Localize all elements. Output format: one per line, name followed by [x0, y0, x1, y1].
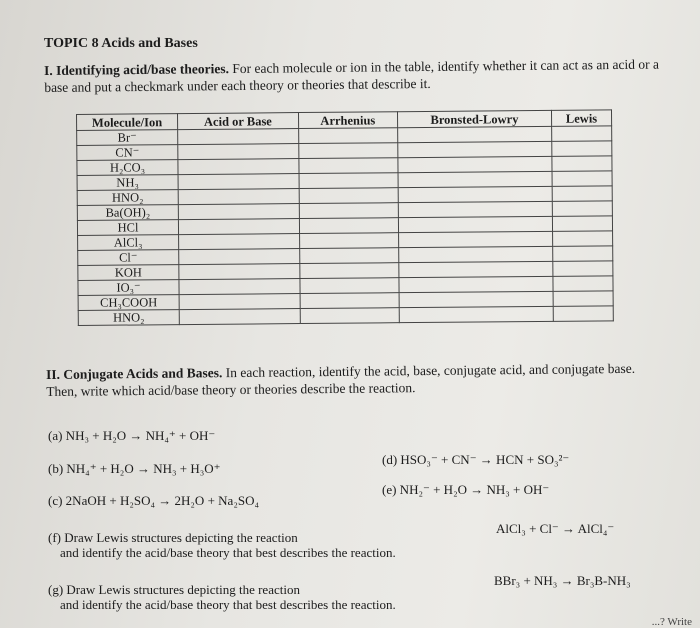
lewis-cell[interactable]: [553, 276, 613, 292]
acid-base-cell[interactable]: [178, 144, 299, 160]
acid-base-cell[interactable]: [179, 309, 300, 325]
arrhenius-cell[interactable]: [300, 293, 399, 309]
bronsted-lowry-cell[interactable]: [398, 171, 552, 187]
reaction-c: (c) 2NaOH + H₂SO₄ → 2H₂O + Na₂SO₄: [48, 493, 259, 508]
molecule-cell: H₂CO₃: [77, 160, 178, 176]
reaction-d: (d) HSO₃⁻ + CN⁻ → HCN + SO₃²⁻: [382, 452, 570, 467]
lewis-cell[interactable]: [552, 141, 612, 157]
acid-base-cell[interactable]: [178, 159, 299, 175]
lewis-cell[interactable]: [553, 306, 613, 322]
bronsted-lowry-cell[interactable]: [399, 291, 553, 307]
acid-base-cell[interactable]: [179, 294, 300, 310]
molecule-cell: HNO₂: [77, 190, 178, 206]
arrhenius-cell[interactable]: [299, 248, 398, 264]
molecule-cell: CH₃COOH: [78, 295, 179, 311]
section-1-heading: I. Identifying acid/base theories.: [44, 61, 230, 78]
arrhenius-cell[interactable]: [298, 128, 397, 144]
arrhenius-cell[interactable]: [299, 263, 398, 279]
arrhenius-cell[interactable]: [299, 203, 398, 219]
acid-base-cell[interactable]: [178, 219, 299, 235]
col-header-acid-or-base: Acid or Base: [178, 113, 299, 130]
bronsted-lowry-cell[interactable]: [398, 156, 552, 172]
acid-base-cell[interactable]: [179, 234, 300, 250]
molecule-cell: Ba(OH)₂: [77, 205, 178, 221]
lewis-cell[interactable]: [552, 201, 612, 217]
question-f-line-1: (f) Draw Lewis structures depicting the reaction: [48, 530, 298, 545]
arrhenius-cell[interactable]: [300, 278, 399, 294]
col-header-bronsted-lowry: Bronsted-Lowry: [397, 110, 551, 127]
bronsted-lowry-cell[interactable]: [398, 231, 552, 247]
bronsted-lowry-cell[interactable]: [399, 306, 553, 322]
arrhenius-cell[interactable]: [300, 308, 399, 324]
acid-base-cell[interactable]: [179, 264, 300, 280]
arrhenius-cell[interactable]: [299, 158, 398, 174]
col-header-arrhenius: Arrhenius: [298, 112, 397, 129]
reaction-a: (a) NH₃ + H₂O → NH₄⁺ + OH⁻: [48, 428, 216, 443]
molecule-cell: CN⁻: [77, 145, 178, 161]
reaction-f: AlCl₃ + Cl⁻ → AlCl₄⁻: [496, 521, 615, 536]
acid-base-cell[interactable]: [179, 279, 300, 295]
section-2-text: In each reaction, identify the acid, base, conjugate acid, and conjugate base. Then, write which acid/base theory or theories describe the reaction.: [46, 360, 636, 399]
lewis-cell[interactable]: [552, 231, 612, 247]
lewis-cell[interactable]: [552, 216, 612, 232]
arrhenius-cell[interactable]: [299, 218, 398, 234]
section-1-text: For each molecule or ion in the table, identify whether it can act as an acid or a base and put a checkmark under each theory or theories that describe it.: [44, 56, 659, 95]
question-g-line-2: and identify the acid/base theory that best describes the reaction.: [60, 597, 396, 612]
bronsted-lowry-cell[interactable]: [399, 246, 553, 262]
lewis-cell[interactable]: [552, 126, 612, 142]
arrhenius-cell[interactable]: [298, 143, 397, 159]
bronsted-lowry-cell[interactable]: [398, 126, 552, 142]
molecule-cell: KOH: [78, 265, 179, 281]
reaction-b: (b) NH₄⁺ + H₂O → NH₃ + H₃O⁺: [48, 461, 221, 476]
lewis-cell[interactable]: [553, 246, 613, 262]
bronsted-lowry-cell[interactable]: [399, 261, 553, 277]
lewis-cell[interactable]: [553, 261, 613, 277]
acid-base-cell[interactable]: [178, 189, 299, 205]
question-g-line-1: (g) Draw Lewis structures depicting the reaction: [48, 582, 300, 597]
bronsted-lowry-cell[interactable]: [398, 141, 552, 157]
lewis-cell[interactable]: [552, 156, 612, 172]
molecule-cell: NH₃: [77, 175, 178, 191]
reaction-g: BBr₃ + NH₃ → Br₃B-NH₃: [494, 573, 631, 588]
bronsted-lowry-cell[interactable]: [399, 276, 553, 292]
molecule-cell: IO₃⁻: [78, 280, 179, 296]
molecule-cell: Cl⁻: [78, 250, 179, 266]
bronsted-lowry-cell[interactable]: [398, 216, 552, 232]
section-2-instructions: [46, 360, 666, 400]
section-1-instructions: [44, 56, 664, 96]
section-2-heading: II. Conjugate Acids and Bases.: [46, 365, 223, 382]
lewis-cell[interactable]: [552, 171, 612, 187]
cut-off-text: ...? Write: [651, 616, 692, 628]
acid-base-cell[interactable]: [178, 174, 299, 190]
col-header-lewis: Lewis: [551, 110, 611, 127]
acid-base-cell[interactable]: [179, 249, 300, 265]
col-header-molecule: Molecule/Ion: [77, 114, 178, 131]
reaction-e: (e) NH₂⁻ + H₂O → NH₃ + OH⁻: [382, 482, 550, 497]
arrhenius-cell[interactable]: [299, 188, 398, 204]
arrhenius-cell[interactable]: [299, 173, 398, 189]
molecule-cell: HNO₂: [78, 310, 179, 326]
acid-base-cell[interactable]: [178, 204, 299, 220]
arrhenius-cell[interactable]: [299, 233, 398, 249]
acid-base-theory-table: [76, 109, 614, 326]
question-f: [48, 530, 396, 560]
bronsted-lowry-cell[interactable]: [398, 186, 552, 202]
molecule-cell: HCl: [77, 220, 178, 236]
lewis-cell[interactable]: [552, 186, 612, 202]
molecule-cell: AlCl₃: [78, 235, 179, 251]
bronsted-lowry-cell[interactable]: [398, 201, 552, 217]
acid-base-cell[interactable]: [178, 129, 299, 145]
question-f-line-2: and identify the acid/base theory that best describes the reaction.: [60, 545, 396, 560]
lewis-cell[interactable]: [553, 291, 613, 307]
molecule-cell: Br⁻: [77, 130, 178, 146]
page-title: TOPIC 8 Acids and Bases: [44, 36, 198, 51]
question-g: [48, 582, 396, 612]
